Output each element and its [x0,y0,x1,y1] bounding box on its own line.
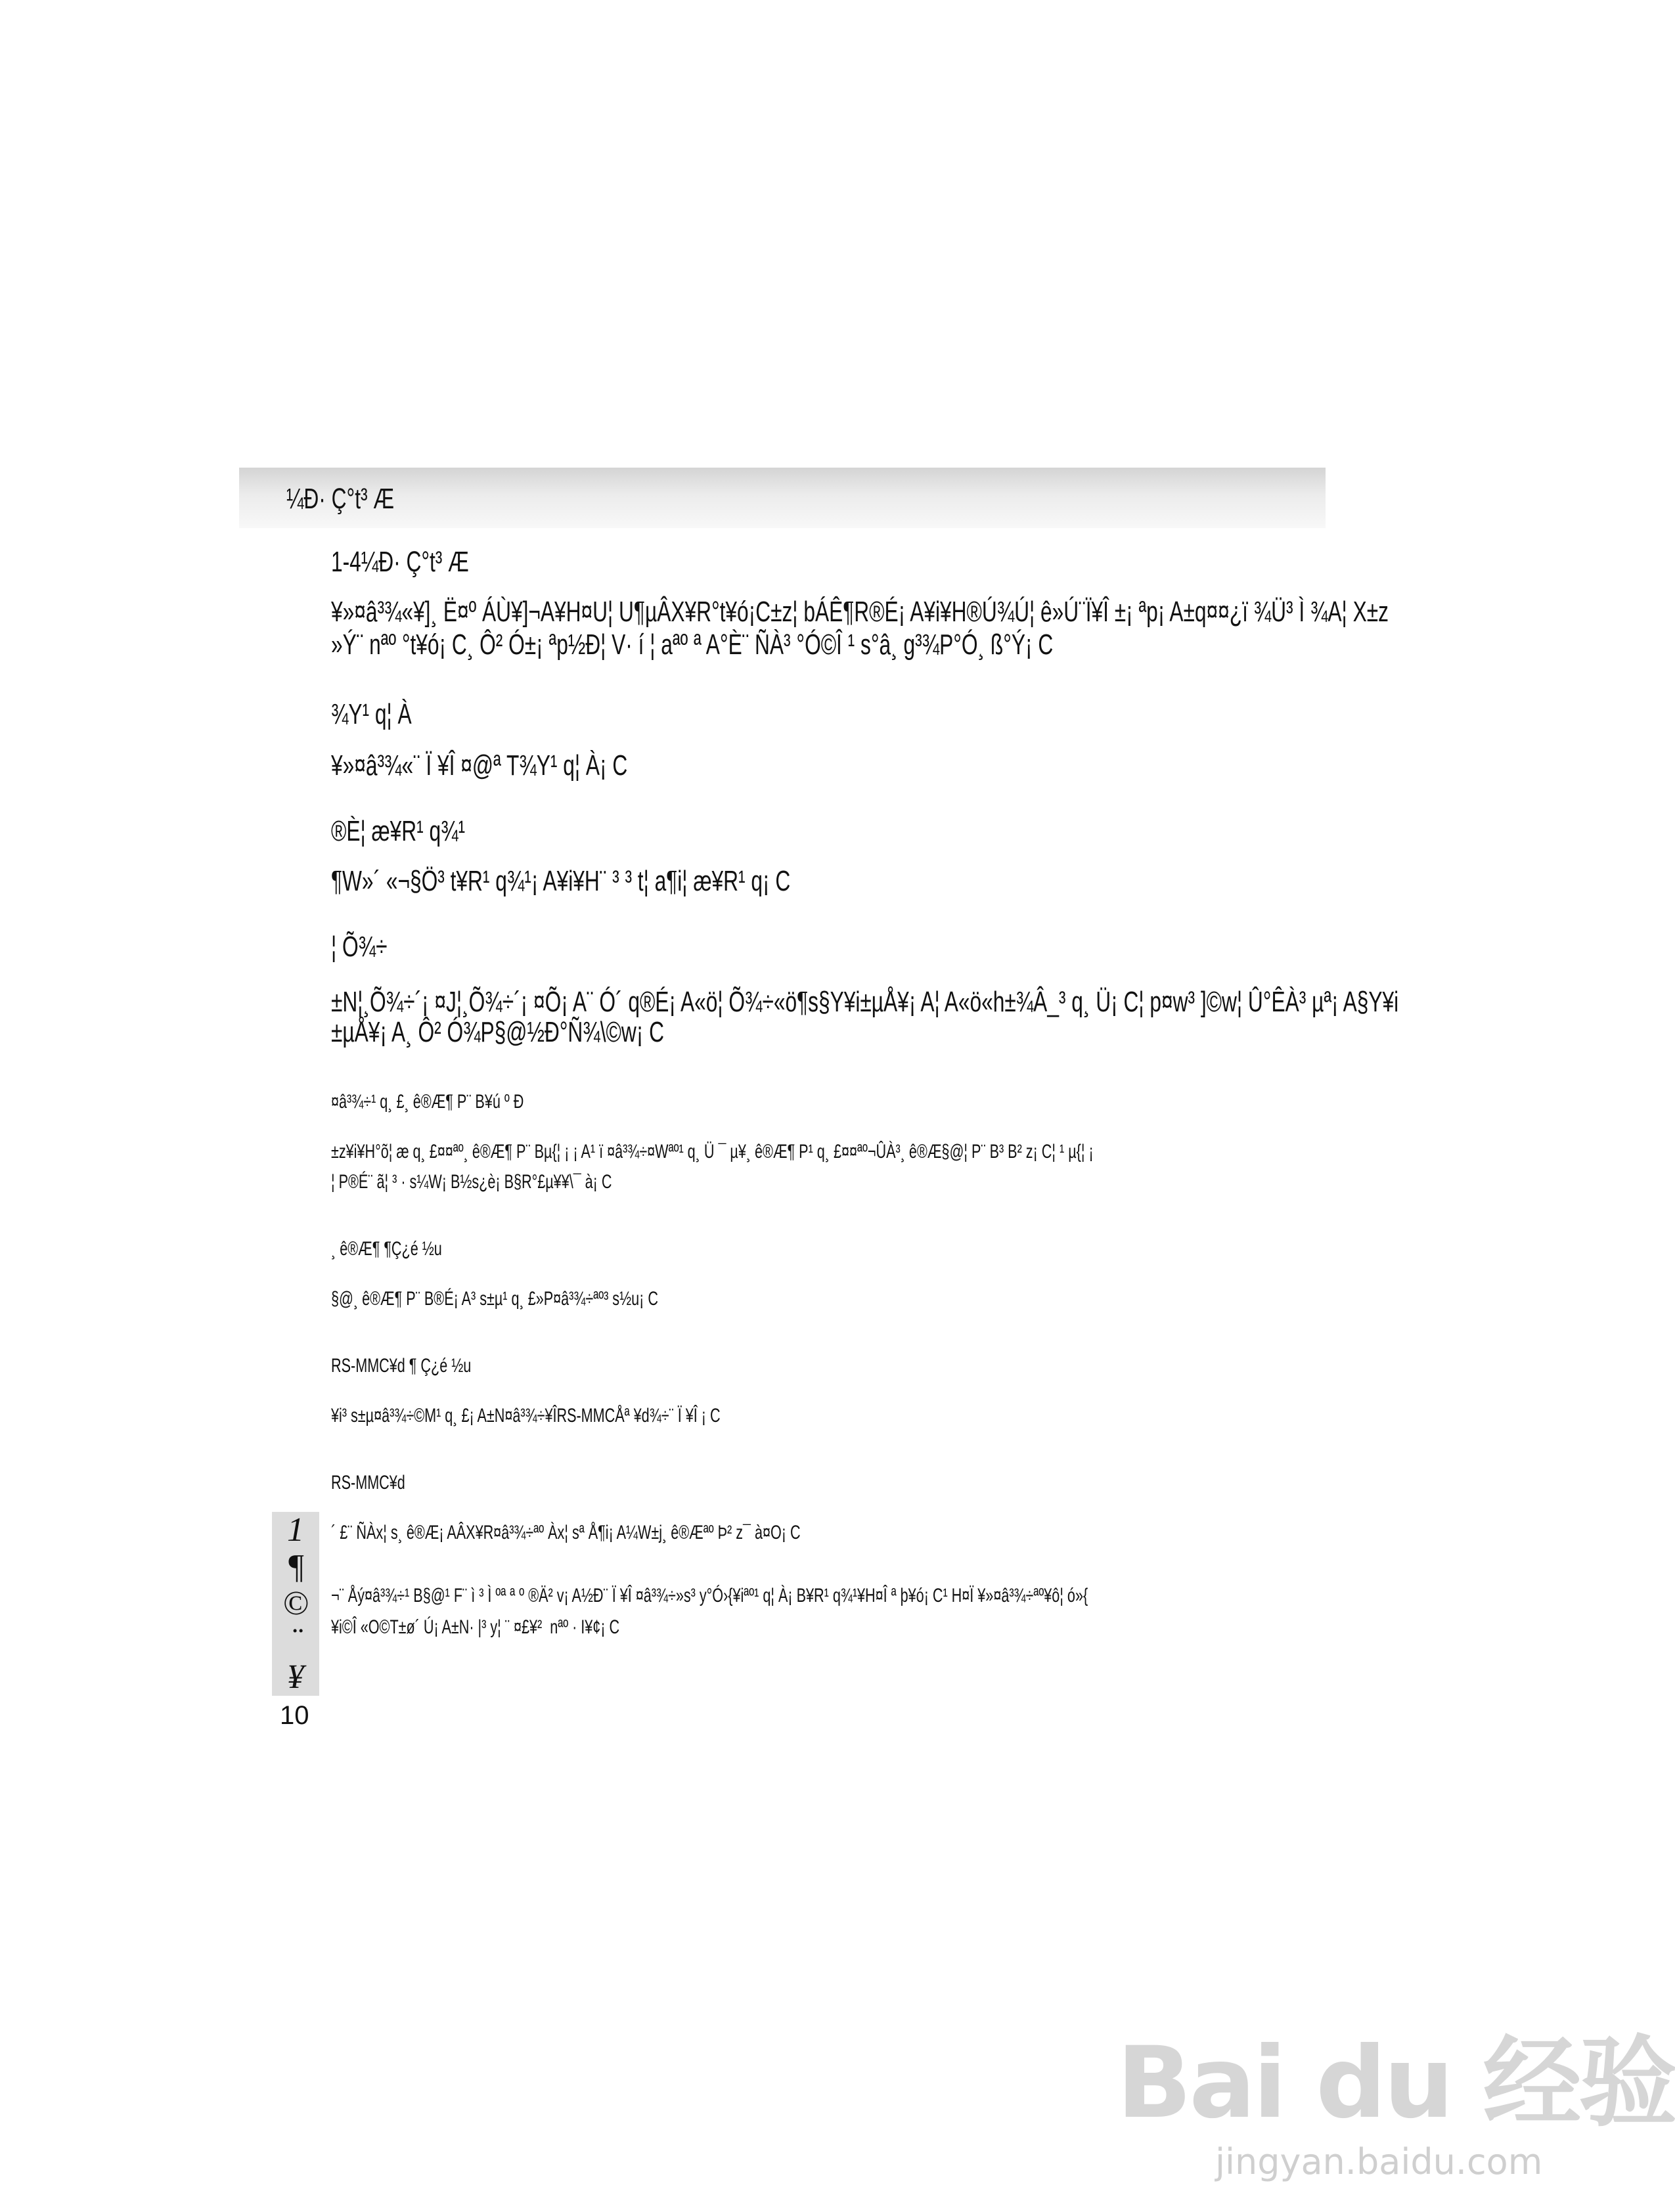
note-line: ¬¨ Åý¤â³¾÷¹ B§@¹ F¨ ì ³ Ì ºª ª º ®Ä² v¡ A½Ð¨ Ï ¥Î ¤â³¾÷»s³ y°Ó›{¥iªº¹ q¦ À¡ B¥R¹ q¾¹¥H¤Î ª þ¥ó¡ C¹ H¤Ï ¥»¤â³¾÷ªº¥ô¦ ó»{ [331,1585,1088,1606]
page-number: 10 [280,1701,309,1730]
body-line: »Ý¨ nªº °t¥ó¡ C¸ Ô² Ó±¡ ªp½Ð¦ V· í ¦ aªº ª A°È¨ ÑÀ³ °Ó©Î ¹ s°â¸ g³¾P°Ó¸ ß°Ý¡ C [331,629,1054,661]
item-heading-battery: ¾Y¹ q¦ À [331,698,412,730]
chapter-side-tab [272,1512,319,1696]
section-header-bar [239,468,1326,528]
watermark-url: jingyan.baidu.com [1215,2141,1543,2182]
item-heading-sync-cd: ¤â³¾÷¹ q¸ £¸ ê®Æ¶ P¨ B¥ú º Ð [331,1091,524,1113]
body-line: ¥»¤â³¾«¨ Ï ¥Î ¤@ª T¾Y¹ q¦ À¡ C [331,749,628,782]
body-line: ¥»¤â³¾«¥]¸ Ë¤º ÁÙ¥]¬A¥H¤U¦ U¶µÂX¥R°t¥ó¡C±z¦ bÁÊ¶R®É¡ A¥i¥H®Ú¾Ú¦ ê»Ú¨Ï¥Î ±¡ ªp¡ A±q¤¤¿ï ¾Ü³ Ì ¾A¦ X±z [331,596,1389,628]
item-heading-data-cable: ¸ ê®Æ¶ ¶Ç¿é ½u [331,1238,442,1260]
body-line: ±N¦¸Õ¾÷´¡ ¤J¦¸Õ¾÷´¡ ¤Õ¡ A¨ Ó´ q®É¡ A«ö¦ Õ¾÷«ö¶s§Y¥i±µÅ¥¡ A¦ A«ö«h±¾Â_³ q¸ Ü¡ C¦ p¤w³ ]©w¦ Û°ÊÀ³ µª¡ A§Y¥i [331,986,1399,1018]
body-line: §@¸ ê®Æ¶ P¨ B®É¡ A³ s±µ¹ q¸ £»P¤â³¾÷ªº³ s½u¡ C [331,1288,658,1310]
side-tab-char: © [282,1585,309,1622]
side-tab-char: ¥ [287,1658,304,1696]
side-tab-char: ¨ [290,1622,302,1659]
body-line: ¥i³ s±µ¤â³¾÷©M¹ q¸ £¡ A±N¤â³¾÷¥ÎRS-MMCÅª ¥d¾÷¨ Ï ¥Î ¡ C [331,1405,721,1427]
side-tab-char: ¶ [286,1548,305,1585]
body-line: ±µÅ¥¡ A¸ Ô² Ó¾P§@½Ð°Ñ¾\©w¡ C [331,1016,664,1048]
body-line: ´ £¨ ÑÀx¦ s¸ ê®Æ¡ AÂX¥R¤â³¾÷ªº Àx¦ sª Å¶i¡ A¼W±j¸ ê®Æªº Þ² z¯ à¤O¡ C [331,1522,801,1543]
item-heading-card-cable: RS-MMC¥d ¶ Ç¿é ½u [331,1355,472,1377]
body-line: ¶W»´ «¬§Ö³ t¥R¹ q¾¹¡ A¥i¥H¨ ³ ³ t¦ a¶i¦ æ¥R¹ q¡ C [331,865,791,897]
watermark-logo-text: Bai du 经验 [1117,2026,1675,2140]
note-line: ¥i©Î «O©T±ø´ Ú¡ A±N· |³ y¦ ¨ ¤£¥² nªº · I¥¢¡ C [331,1616,620,1638]
item-heading-charger: ®È¦ æ¥R¹ q¾¹ [331,815,466,847]
item-heading-rs-mmc: RS-MMC¥d [331,1472,405,1493]
body-line: ±z¥i¥H°õ¦ æ q¸ £¤¤ªº¸ ê®Æ¶ P¨ Bµ{¦ ¡ ¡ A¹ ï ¤â³¾÷¤Wªº¹ q¸ Ü ¯ µ¥¸ ê®Æ¶ P¹ q¸ £¤¤ªº¬ÛÀ³¸ ê®Æ§@¦ P¨ B³ B² z¡ C¦ ¹ µ{¦ ¡ [331,1141,1094,1162]
baidu-watermark [1090,1977,1675,2200]
body-line: ¦ P®É¨ ã¦ ³ · s¼W¡ B½s¿è¡ B§R°£µ¥¥\¯ à¡ C [331,1171,612,1193]
side-tab-char: 1 [287,1511,304,1549]
section-header-title: ¼Ð· Ç°t³ Æ [286,483,395,515]
item-heading-headset: ¦ Õ¾÷ [331,931,388,963]
subsection-heading: 1-4¼Ð· Ç°t³ Æ [331,546,469,578]
